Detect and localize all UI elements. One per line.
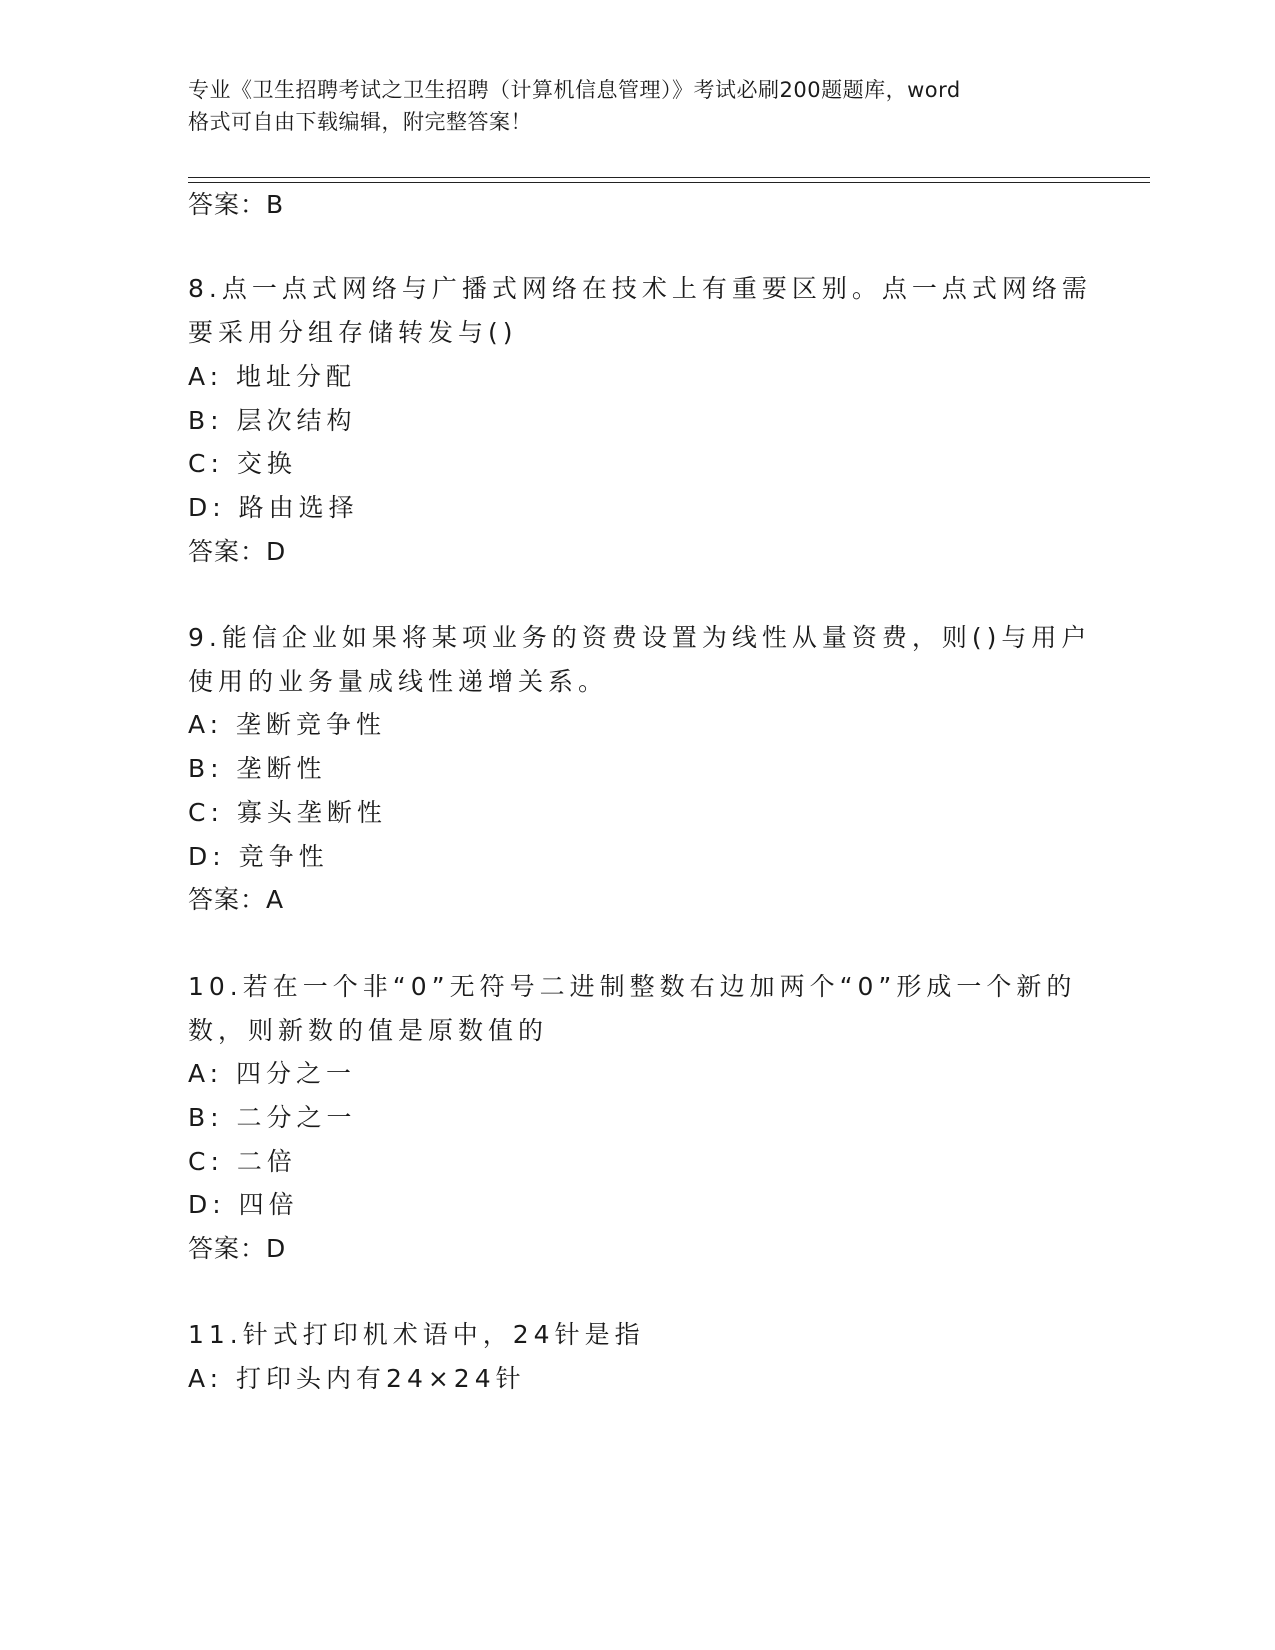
answer-line: 答案：D [188,1234,287,1263]
option-a: A: 垄断竞争性 [188,710,387,739]
question-text: 9.能信企业如果将某项业务的资费设置为线性从量资费，则()与用户 [188,623,1092,652]
answer-line: 答案：A [188,885,285,914]
question-text: 11.针式打印机术语中，24针是指 [188,1320,645,1349]
question-text: 数，则新数的值是原数值的 [188,1016,549,1045]
document-header [188,74,1088,138]
option-d: D: 路由选择 [188,493,359,522]
option-c: C: 二倍 [188,1147,297,1176]
option-c: C: 寡头垄断性 [188,798,387,827]
header-line-1: 专业《卫生招聘考试之卫生招聘（计算机信息管理）》考试必刷200题题库，word [188,78,961,102]
header-line-2: 格式可自由下载编辑，附完整答案！ [188,110,532,134]
option-b: B: 层次结构 [188,406,357,435]
option-b: B: 垄断性 [188,754,327,783]
header-divider [188,177,1150,178]
header-divider [188,182,1150,183]
option-c: C: 交换 [188,449,297,478]
question-text: 10.若在一个非“0”无符号二进制整数右边加两个“0”形成一个新的 [188,972,1077,1001]
answer-line: 答案：D [188,537,287,566]
answer-line: 答案：B [188,190,285,219]
option-d: D: 四倍 [188,1190,299,1219]
option-d: D: 竞争性 [188,842,329,871]
option-a: A: 打印头内有24×24针 [188,1364,526,1393]
question-text: 8.点一点式网络与广播式网络在技术上有重要区别。点一点式网络需 [188,274,1092,303]
question-text: 要采用分组存储转发与() [188,318,518,347]
question-text: 使用的业务量成线性递增关系。 [188,667,609,696]
option-b: B: 二分之一 [188,1103,357,1132]
option-a: A: 地址分配 [188,362,357,391]
option-a: A: 四分之一 [188,1059,357,1088]
